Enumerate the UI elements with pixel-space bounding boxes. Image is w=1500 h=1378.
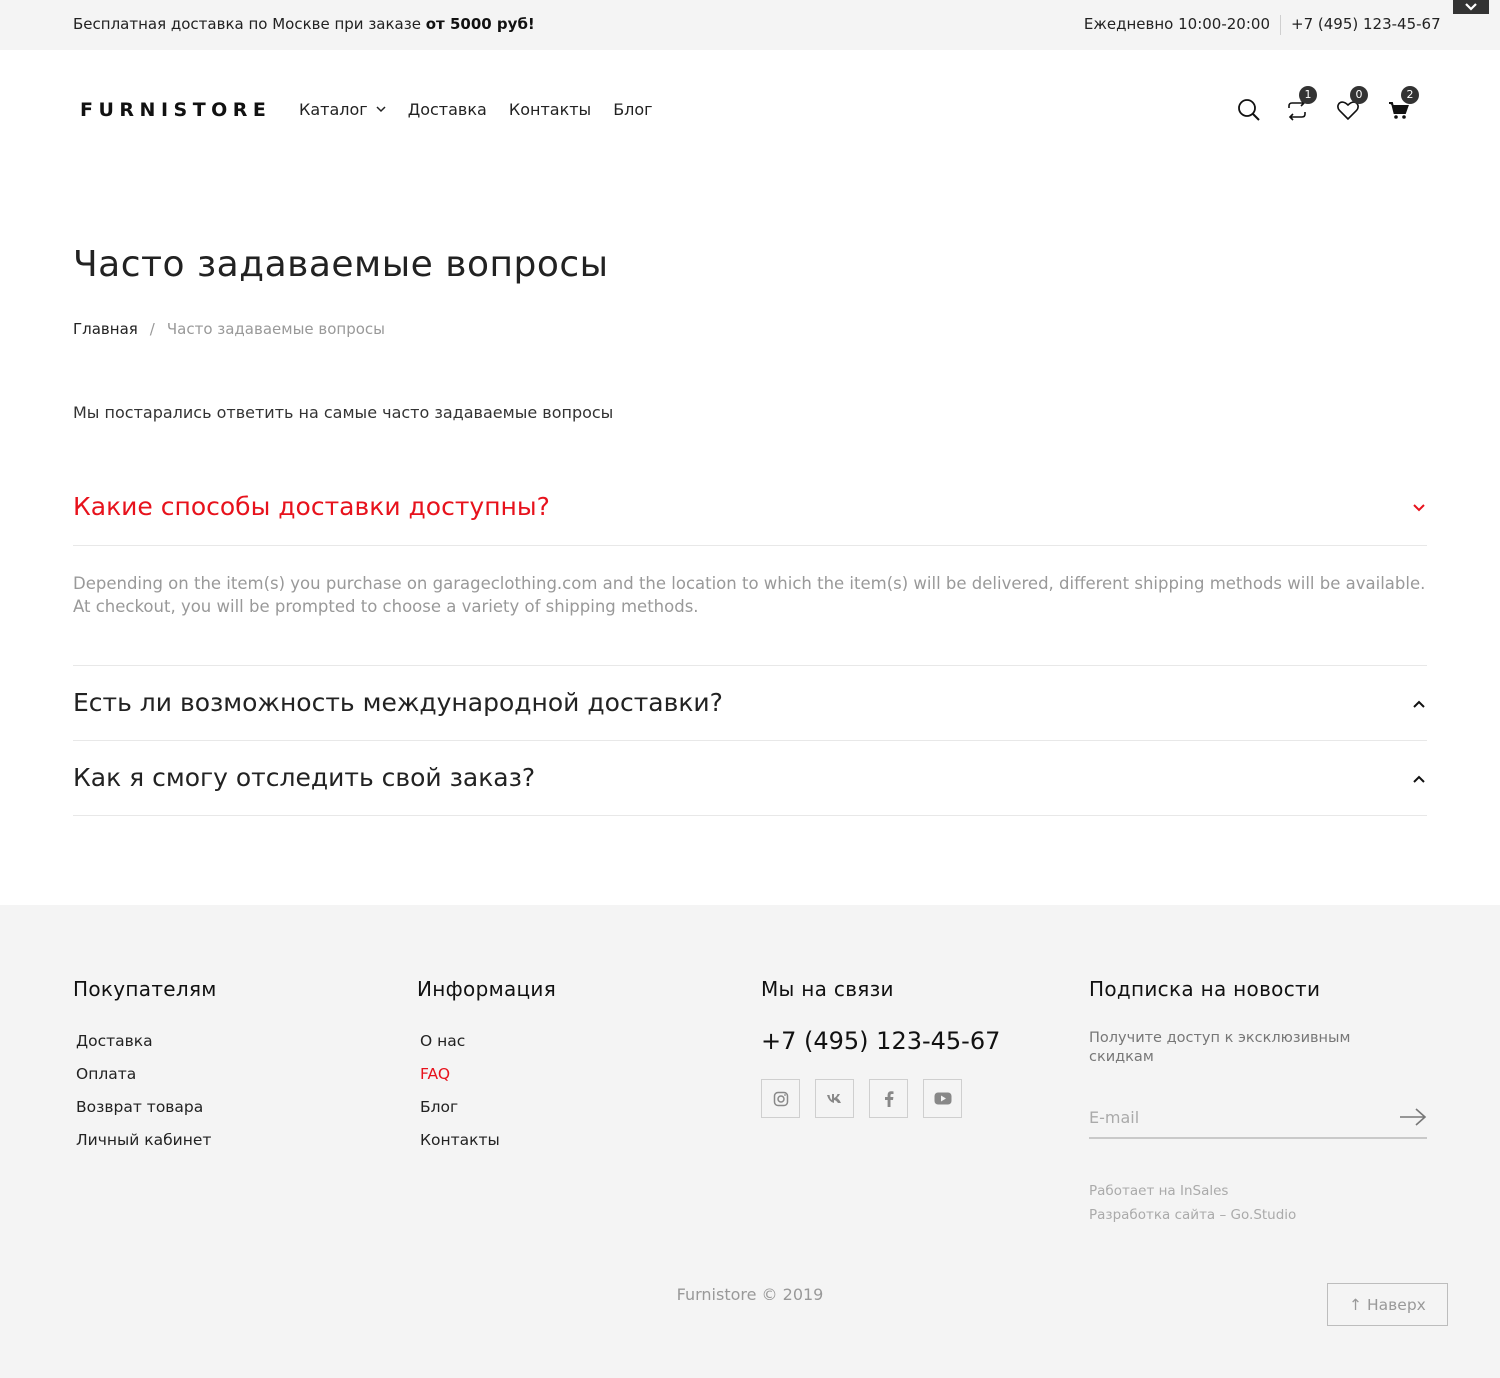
logo[interactable]: FURNISTORE	[80, 99, 272, 121]
nav-item-contacts[interactable]: Контакты	[508, 100, 592, 119]
nav-item-delivery[interactable]: Доставка	[407, 100, 487, 119]
faq-answer: Depending on the item(s) you purchase on garageclothing.com and the location to which the item(s) will be delivered, different shipping methods will be available. At checkout, you will be prompted to choose a variety of shipping methods.	[73, 546, 1427, 666]
search-button[interactable]	[1237, 98, 1263, 124]
nav-item-blog[interactable]: Блог	[613, 100, 653, 119]
footer-link-about[interactable]: О нас	[420, 1032, 466, 1050]
vk-link[interactable]	[815, 1079, 854, 1118]
breadcrumb-current: Часто задаваемые вопросы	[166, 320, 386, 338]
breadcrumb-separator: /	[149, 320, 155, 338]
faq-question-international-delivery[interactable]	[73, 666, 1427, 741]
header-icons	[1237, 88, 1437, 126]
site-credits	[1089, 1179, 1427, 1227]
chevron-down-icon	[1411, 500, 1427, 516]
footer-column-contact	[761, 977, 1000, 1118]
faq-question-delivery-methods[interactable]	[73, 470, 1427, 546]
chevron-down-icon	[376, 106, 386, 113]
footer-heading-subscribe: Подписка на новости	[1089, 977, 1321, 1001]
footer-column-subscribe	[1089, 977, 1427, 1227]
top-bar	[0, 0, 1500, 50]
facebook-icon	[884, 1091, 894, 1107]
footer-link-contacts[interactable]: Контакты	[420, 1131, 500, 1149]
arrow-right-icon	[1399, 1107, 1427, 1127]
footer-link-blog[interactable]: Блог	[420, 1098, 459, 1116]
cart-button[interactable]	[1387, 88, 1414, 124]
chevron-up-icon	[1411, 696, 1427, 712]
nav-catalog-label: Каталог	[299, 100, 368, 119]
wishlist-count-badge: 0	[1350, 86, 1368, 104]
footer-link-account[interactable]: Личный кабинет	[76, 1131, 212, 1149]
chevron-up-icon	[1411, 771, 1427, 787]
facebook-link[interactable]	[869, 1079, 908, 1118]
footer-phone[interactable]: +7 (495) 123-45-67	[761, 1027, 1001, 1055]
instagram-icon	[773, 1091, 789, 1107]
faq-intro: Мы постарались ответить на самые часто задаваемые вопросы	[73, 403, 614, 422]
developer-credit-link[interactable]: Разработка сайта – Go.Studio	[1089, 1207, 1297, 1223]
main-nav	[299, 100, 653, 119]
youtube-icon	[934, 1092, 952, 1105]
site-footer	[0, 905, 1500, 1378]
social-links	[761, 1079, 1000, 1118]
footer-heading-info: Информация	[417, 977, 557, 1001]
compare-button[interactable]	[1285, 88, 1312, 124]
subscribe-description: Получите доступ к эксклюзивным скидкам	[1089, 1030, 1351, 1065]
footer-heading-buyers: Покупателям	[73, 977, 217, 1001]
subscribe-submit-button[interactable]	[1399, 1107, 1427, 1131]
topbar-divider	[1280, 15, 1281, 35]
footer-links-buyers	[73, 1031, 217, 1150]
cart-count-badge: 2	[1401, 86, 1419, 104]
back-to-top-button[interactable]: ↑ Наверх	[1327, 1283, 1448, 1326]
topbar-phone[interactable]: +7 (495) 123-45-67	[1291, 15, 1441, 33]
footer-column-info	[417, 977, 556, 1150]
insales-credit-link[interactable]: Работает на InSales	[1089, 1183, 1229, 1199]
free-delivery-promo	[73, 15, 535, 33]
faq-question-order-tracking[interactable]	[73, 741, 1427, 816]
promo-text: Бесплатная доставка по Москве при заказе	[73, 15, 426, 33]
instagram-link[interactable]	[761, 1079, 800, 1118]
nav-item-catalog[interactable]	[299, 100, 386, 119]
footer-heading-contact: Мы на связи	[761, 977, 894, 1001]
compare-count-badge: 1	[1299, 86, 1317, 104]
collapse-topbar-button[interactable]	[1453, 0, 1489, 14]
footer-link-faq[interactable]: FAQ	[420, 1065, 451, 1083]
faq-question-text: Какие способы доставки доступны?	[73, 492, 550, 521]
page-title: Часто задаваемые вопросы	[73, 244, 609, 285]
site-header	[0, 50, 1500, 170]
breadcrumb	[73, 320, 385, 338]
footer-link-payment[interactable]: Оплата	[76, 1065, 137, 1083]
subscribe-form	[1089, 1099, 1427, 1139]
wishlist-button[interactable]	[1336, 88, 1363, 124]
youtube-link[interactable]	[923, 1079, 962, 1118]
chevron-down-icon	[1465, 3, 1477, 11]
vk-icon	[826, 1093, 844, 1105]
faq-question-text: Как я смогу отследить свой заказ?	[73, 763, 536, 792]
working-hours: Ежедневно 10:00-20:00	[1083, 15, 1270, 33]
footer-link-delivery[interactable]: Доставка	[76, 1032, 153, 1050]
breadcrumb-home-link[interactable]: Главная	[73, 320, 138, 338]
footer-links-info	[417, 1031, 556, 1150]
copyright: Furnistore © 2019	[676, 1285, 824, 1304]
faq-accordion	[73, 470, 1427, 816]
email-input[interactable]	[1089, 1099, 1389, 1135]
footer-link-returns[interactable]: Возврат товара	[76, 1098, 204, 1116]
promo-threshold: от 5000 руб!	[425, 15, 535, 33]
footer-column-buyers	[73, 977, 217, 1150]
search-icon	[1237, 98, 1261, 122]
faq-question-text: Есть ли возможность международной доставки?	[73, 688, 723, 717]
